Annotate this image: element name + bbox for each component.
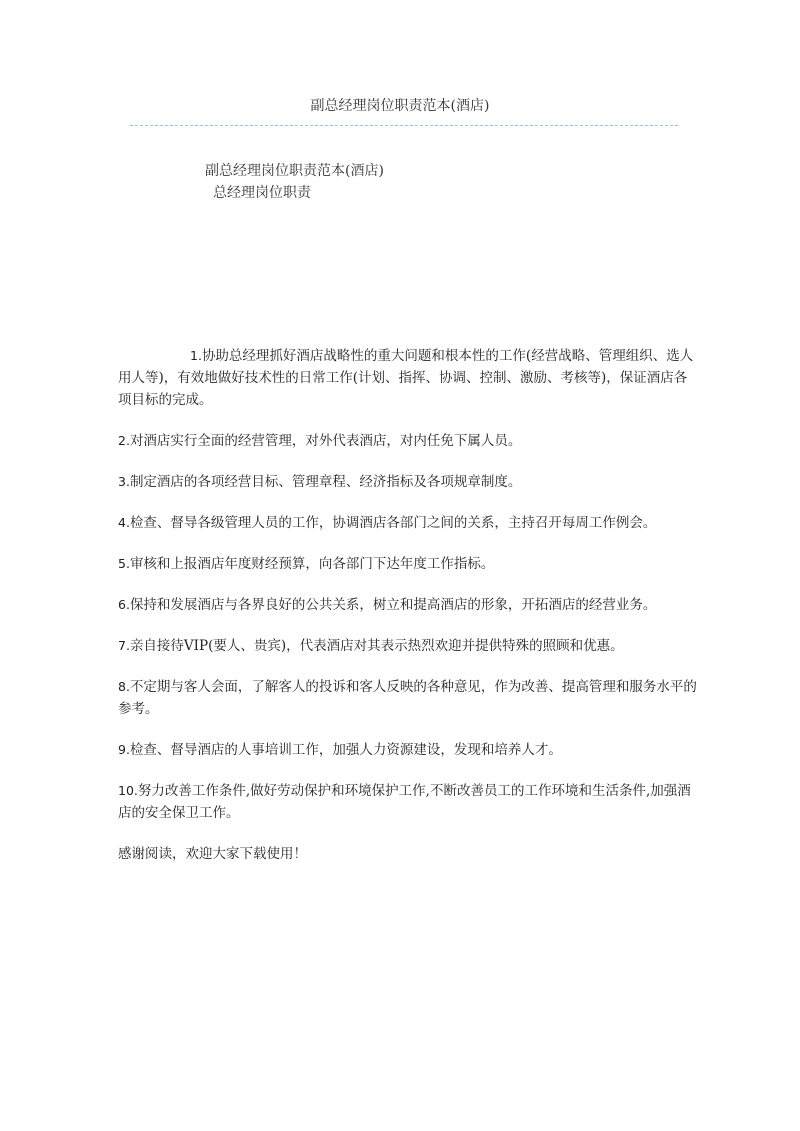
- item-number: 9.: [118, 742, 130, 757]
- item-number: 4.: [118, 515, 130, 530]
- item-number: 3.: [118, 474, 130, 489]
- item-text: 保持和发展酒店与各界良好的公共关系，树立和提高酒店的形象，开拓酒店的经营业务。: [129, 597, 657, 613]
- list-item: [118, 676, 698, 720]
- item-text: 检查、督导各级管理人员的工作，协调酒店各部门之间的关系，主持召开每周工作例会。: [129, 515, 657, 531]
- item-text: 亲自接待VIP(要人、贵宾)，代表酒店对其表示热烈欢迎并提供特殊的照顾和优惠。: [129, 638, 624, 654]
- page-header: 副总经理岗位职责范本(酒店): [310, 98, 490, 114]
- list-item: [118, 780, 698, 824]
- item-number: 8.: [118, 679, 130, 694]
- item-text: 制定酒店的各项经营目标、管理章程、经济指标及各项规章制度。: [129, 474, 522, 490]
- list-item: [118, 471, 698, 493]
- list-item: [118, 345, 698, 411]
- list-item: [118, 430, 698, 452]
- list-item: [118, 553, 698, 575]
- item-number: 6.: [118, 597, 130, 612]
- closing-note: 感谢阅读，欢迎大家下载使用！: [118, 846, 307, 862]
- item-number: 1.: [190, 348, 202, 363]
- list-item: [118, 594, 698, 616]
- document-body: [118, 345, 698, 884]
- list-item: [118, 739, 698, 761]
- item-number: 7.: [118, 638, 130, 653]
- list-item: [118, 635, 698, 657]
- item-text: 协助总经理抓好酒店战略性的重大问题和根本性的工作(经营战略、管理组织、选人用人等)，有效地做好技术性的日常工作(计划、指挥、协调、控制、激励、考核等)，保证酒店各项目标的完成。: [118, 348, 694, 408]
- item-text: 检查、督导酒店的人事培训工作，加强人力资源建设，发现和培养人才。: [129, 742, 562, 758]
- item-number: 5.: [118, 556, 130, 571]
- item-text: 审核和上报酒店年度财经预算，向各部门下达年度工作指标。: [129, 556, 495, 572]
- list-item: [118, 512, 698, 534]
- item-text: 努力改善工作条件,做好劳动保护和环境保护工作,不断改善员工的工作环境和生活条件,加强酒店的安全保卫工作。: [118, 783, 691, 821]
- item-number: 2.: [118, 433, 130, 448]
- document-subtitle: 总经理岗位职责: [213, 185, 311, 201]
- header-divider: [130, 125, 678, 126]
- title-block: [205, 160, 384, 204]
- item-number: 10.: [118, 783, 138, 798]
- document-title: 副总经理岗位职责范本(酒店): [205, 163, 384, 179]
- item-text: 对酒店实行全面的经营管理，对外代表酒店，对内任免下属人员。: [129, 433, 522, 449]
- item-text: 不定期与客人会面，了解客人的投诉和客人反映的各种意见，作为改善、提高管理和服务水平的参考。: [118, 679, 697, 717]
